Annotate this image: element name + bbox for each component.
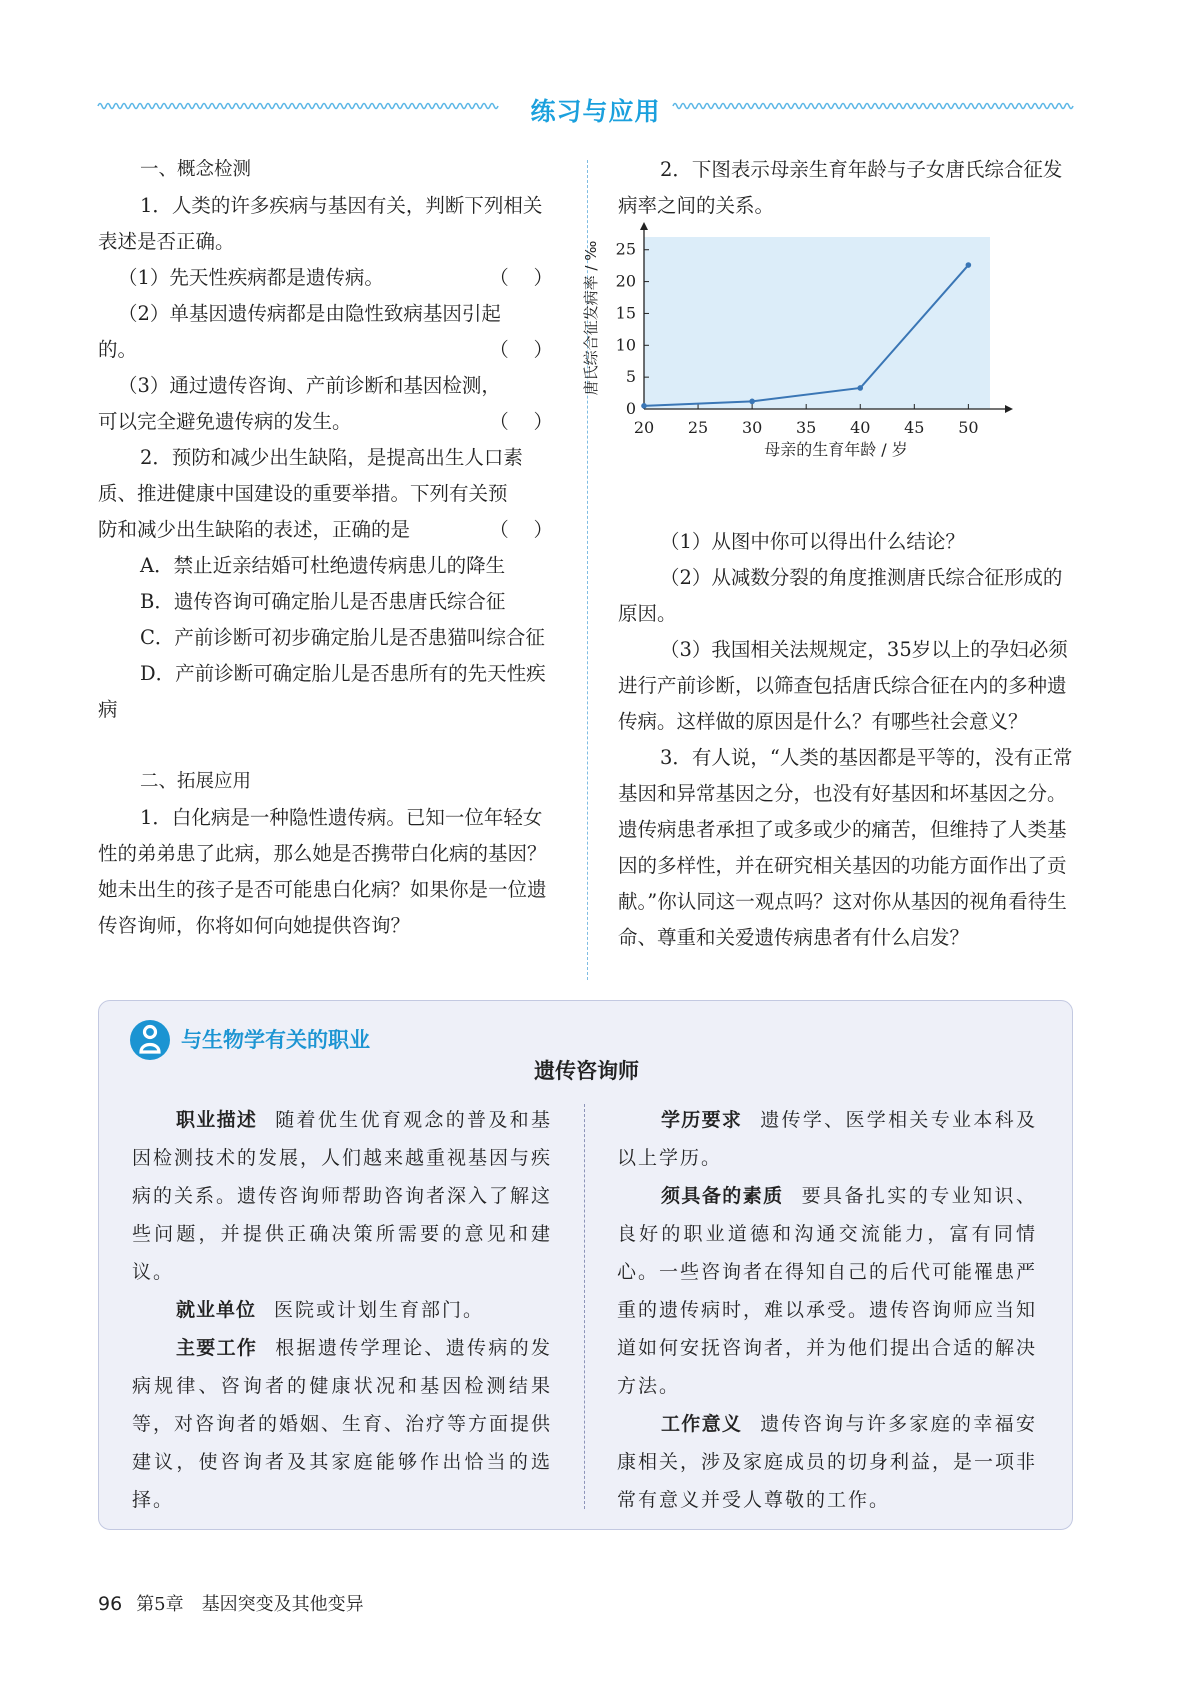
answer-paren: （ ）	[489, 410, 553, 433]
x-axis-label: 母亲的生育年龄 / 岁	[764, 440, 908, 459]
option-b: B．遗传咨询可确定胎儿是否患唐氏综合征	[140, 590, 506, 613]
data-point	[966, 262, 972, 268]
extension-question-1: 1．白化病是一种隐性遗传病。已知一位年轻女性的弟弟患了此病，那么她是否携带白化病的基因？她未出生的孩子是否可能患白化病？如果你是一位遗传咨询师，你将如何向她提供咨询？	[98, 806, 547, 937]
y-tick-label: 15	[615, 303, 636, 323]
career-left-column	[132, 1101, 552, 1519]
answer-paren: （ ）	[489, 518, 553, 541]
term-label: 职业描述	[176, 1109, 258, 1131]
sub-question-2: （2）从减数分裂的角度推测唐氏综合征形成的原因。	[618, 566, 1063, 625]
y-tick-label: 25	[615, 239, 636, 259]
question-2b: 防和减少出生缺陷的表述，正确的是 （ ）	[98, 512, 553, 548]
x-tick-label: 20	[633, 418, 655, 437]
question-1-2a: （2）单基因遗传病都是由隐性致病基因引起	[118, 302, 501, 325]
sub-question-1: （1）从图中你可以得出什么结论？	[660, 530, 965, 553]
page-number: 96	[98, 1593, 123, 1615]
term-label: 须具备的素质	[661, 1185, 784, 1207]
question-1-3a: （3）通过遗传咨询、产前诊断和基因检测，	[118, 374, 501, 397]
term-label: 就业单位	[176, 1299, 257, 1321]
career-main-work: 主要工作 根据遗传学理论、遗传病的发病规律、咨询者的健康状况和基因检测结果等，对咨询者的婚姻、生育、治疗等方面提供建议，使咨询者及其家庭能够作出恰当的选择。	[132, 1337, 553, 1511]
x-tick-label: 25	[687, 418, 709, 437]
section-heading-concept: 一、概念检测	[140, 159, 252, 180]
y-tick-label: 20	[615, 271, 636, 291]
data-point	[857, 385, 863, 391]
x-tick-label: 35	[796, 418, 817, 437]
term-label: 学历要求	[661, 1109, 743, 1131]
career-description: 职业描述 随着优生优育观念的普及和基因检测技术的发展，人们越来越重视基因与疾病的关系。遗传咨询师帮助咨询者深入了解这些问题，并提供正确决策所需要的意见和建议。	[132, 1109, 553, 1283]
x-tick-label: 50	[958, 418, 979, 437]
career-divider	[584, 1104, 585, 1509]
y-tick-label: 5	[625, 367, 636, 387]
question-3: 3．有人说，“人类的基因都是平等的，没有正常基因和异常基因之分，也没有好基因和坏基因之分。遗传病患者承担了或多或少的痛苦，但维持了人类基因的多样性，并在研究相关基因的功能方面作出了贡献。”你认同这一观点吗？这对你从基因的视角看待生命、尊重和关爱遗传病患者有什么启发？	[618, 746, 1073, 949]
down-syndrome-chart	[582, 232, 1068, 497]
page-footer	[98, 1590, 364, 1616]
career-significance: 工作意义 遗传咨询与许多家庭的幸福安康相关，涉及家庭成员的切身利益，是一项非常有意义并受人尊敬的工作。	[617, 1413, 1038, 1511]
data-point	[641, 403, 647, 409]
plot-background	[644, 237, 990, 409]
x-axis-arrow	[1005, 405, 1013, 413]
section-title: 练习与应用	[530, 97, 661, 126]
question-1-2b: 的。 （ ）	[98, 332, 553, 368]
career-heading: 与生物学有关的职业	[181, 1028, 370, 1052]
question-1-3b: 可以完全避免遗传病的发生。 （ ）	[98, 404, 553, 440]
term-label: 主要工作	[176, 1337, 258, 1359]
y-tick-label: 0	[625, 399, 636, 418]
y-tick-label: 10	[615, 335, 636, 355]
x-tick-label: 30	[741, 418, 763, 437]
option-a: A．禁止近亲结婚可杜绝遗传病患儿的降生	[140, 554, 506, 577]
option-c: C．产前诊断可初步确定胎儿是否患猫叫综合征	[140, 626, 545, 649]
data-point	[749, 399, 755, 405]
career-education: 学历要求 遗传学、医学相关专业本科及以上学历。	[617, 1109, 1037, 1169]
chapter-title: 第5章 基因突变及其他变异	[136, 1594, 364, 1615]
career-employer: 就业单位 医院或计划生育部门。	[176, 1299, 485, 1321]
left-column	[98, 152, 553, 944]
option-d: D．产前诊断可确定胎儿是否患所有的先天性疾病	[98, 662, 546, 721]
question-1: 1．人类的许多疾病与基因有关，判断下列相关表述是否正确。	[98, 194, 543, 253]
y-axis-label: 唐氏综合征发病率 / ‰	[582, 240, 600, 396]
term-label: 工作意义	[661, 1413, 743, 1435]
section-heading-extension: 二、拓展应用	[140, 771, 252, 792]
question-2-intro: 2．下图表示母亲生育年龄与子女唐氏综合征发病率之间的关系。	[618, 158, 1063, 217]
answer-paren: （ ）	[489, 266, 553, 289]
question-2a: 2．预防和减少出生缺陷，是提高出生人口素质、推进健康中国建设的重要举措。下列有关预	[98, 446, 523, 505]
career-title: 遗传咨询师	[534, 1059, 639, 1083]
sub-question-3: （3）我国相关法规规定，35岁以上的孕妇必须进行产前诊断，以筛查包括唐氏综合征在内的多种遗传病。这样做的原因是什么？有哪些社会意义？	[618, 638, 1068, 733]
career-qualities: 须具备的素质 要具备扎实的专业知识、良好的职业道德和沟通交流能力，富有同情心。一些咨询者在得知自己的后代可能罹患严重的遗传病时，难以承受。遗传咨询师应当知道如何安抚咨询者，并为他们提出合适的解决方法。	[617, 1185, 1038, 1397]
career-right-column	[617, 1101, 1037, 1519]
answer-paren: （ ）	[489, 338, 553, 361]
career-box	[98, 1000, 1073, 1530]
question-1-1: （1）先天性疾病都是遗传病。 （ ）	[98, 260, 553, 296]
x-tick-label: 45	[904, 418, 925, 437]
x-tick-label: 40	[850, 418, 871, 437]
